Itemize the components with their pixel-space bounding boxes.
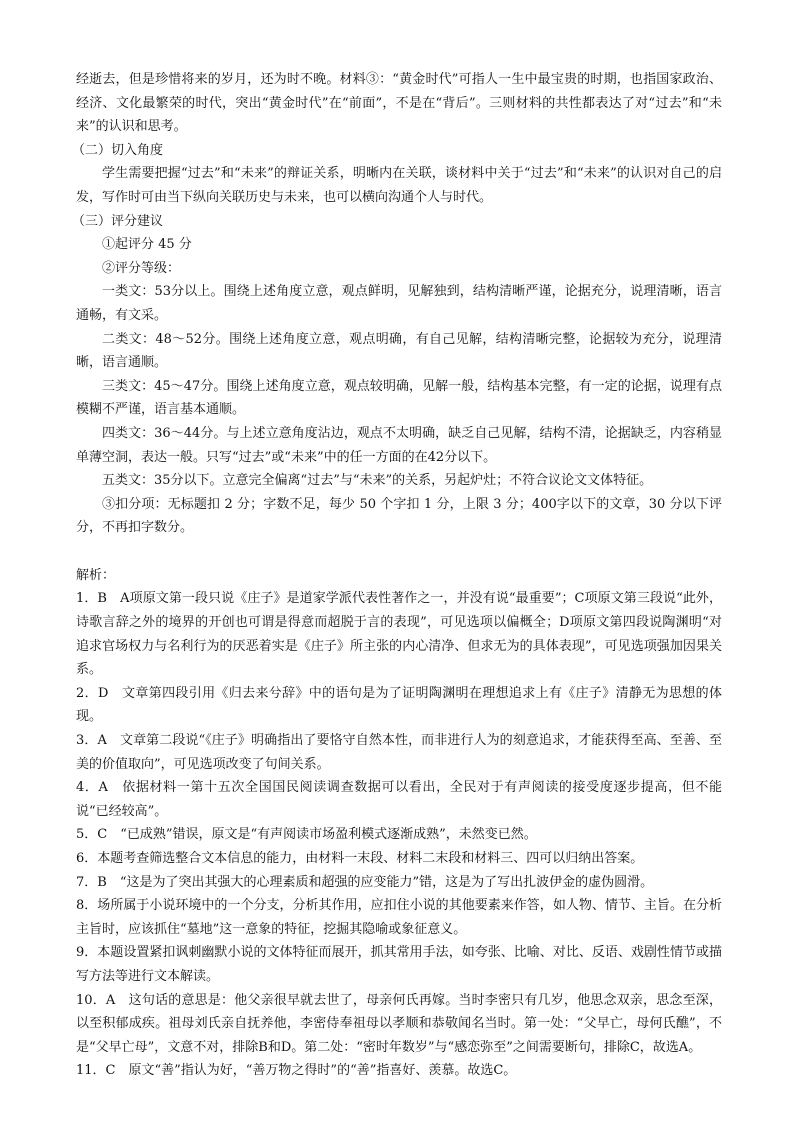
analysis-item-3: 3．A 文章第二段说“《庄子》明确指出了要恪守自然本性，而非进行人为的刻意追求，才能获得至高、至善、至美的价值取向”，可见选项改变了句间关系。 xyxy=(76,733,722,772)
grade-level-3: 三类文：45～47分。围绕上述角度立意，观点较明确，见解一般，结构基本完整，有一定的论据，说理有点模糊不严谨，语言基本通顺。 xyxy=(76,378,722,418)
analysis-heading: 解析： xyxy=(76,567,116,583)
section-heading-scoring: （三）评分建议 xyxy=(72,213,164,229)
angle-paragraph: 学生需要把握“过去”和“未来”的辩证关系，明晰内在关联，谈材料中关于“过去”和“未来”的认识对自己的启发，写作时可由当下纵向关联历史与未来，也可以横向沟通个人与时代。 xyxy=(76,166,722,205)
scoring-start-score: ①起评分 45 分 xyxy=(102,237,192,253)
analysis-item-1: 1．B A项原文第一段只说《庄子》是道家学派代表性著作之一，并没有说“最重要”；C项原文第三段说“此外，诗歌言辞之外的境界的开创也可谓是得意而超脱于言的表现”，可见选项以偏概全；D项原文第四段说陶渊明“对追求官场权力与名利行为的厌恶着实是《庄子》所主张的内心清净、但求无为的具体表现”，可见选项强加因果关系。 xyxy=(76,591,722,678)
analysis-item-9: 9．本题设置紧扣讽刺幽默小说的文体特征而展开，抓其常用手法，如夸张、比喻、对比、反语、戏剧性情节或描写方法等进行文本解读。 xyxy=(76,945,722,984)
scoring-grade-levels-label: ②评分等级： xyxy=(102,260,181,276)
analysis-item-8: 8．场所属于小说环境中的一个分支，分析其作用，应扣住小说的其他要素来作答，如人物、情节、主旨。在分析主旨时，应该抓住“墓地”这一意象的特征，挖掘其隐喻或象征意义。 xyxy=(76,898,722,937)
section-heading-angle: （二）切入角度 xyxy=(72,142,164,158)
analysis-item-10: 10．A 这句话的意思是：他父亲很早就去世了，母亲何氏再嫁。当时李密只有几岁，他思念双亲，思念至深，以至积郁成疾。祖母刘氏亲自抚养他，李密侍奉祖母以孝顺和恭敬闻名当时。第一处：“父早亡，母何氏醮”，不是“父早亡母”，文意不对，排除B和D。第二处：“密时年数岁”与“感恋弥至”之间需要断句，排除C，故选A。 xyxy=(76,992,722,1055)
scoring-deductions: ③扣分项：无标题扣 2 分；字数不足，每少 50 个字扣 1 分，上限 3 分；400字以下的文章，30 分以下评分，不再扣字数分。 xyxy=(76,496,722,536)
analysis-item-2: 2．D 文章第四段引用《归去来兮辞》中的语句是为了证明陶渊明在理想追求上有《庄子》清静无为思想的体现。 xyxy=(76,685,722,725)
section-spacer xyxy=(76,540,722,564)
analysis-item-4: 4．A 依据材料一第十五次全国国民阅读调查数据可以看出，全民对于有声阅读的接受度逐步提高，但不能说“已经较高”。 xyxy=(76,780,722,819)
analysis-item-6: 6．本题考查筛选整合文本信息的能力，由材料一末段、材料二末段和材料三、四可以归纳出答案。 xyxy=(76,851,644,866)
analysis-item-5: 5．C “已成熟”错误，原文是“有声阅读市场盈利模式逐渐成熟”，未然变已然。 xyxy=(76,827,537,843)
analysis-item-7: 7．B “这是为了突出其强大的心理素质和超强的应变能力”错，这是为了写出扎波伊金的虚伪圆滑。 xyxy=(76,874,654,890)
grade-level-1: 一类文：53分以上。围绕上述角度立意，观点鲜明，见解独到，结构清晰严谨，论据充分，说理清晰，语言通畅，有文采。 xyxy=(76,284,722,323)
grade-level-4: 四类文：36～44分。与上述立意角度沾边，观点不太明确，缺乏自己见解，结构不清，论据缺乏，内容稍显单薄空洞，表达一般。只写“过去”或“未来”中的任一方面的在42分以下。 xyxy=(76,425,722,465)
analysis-item-11: 11．C 原文“善”指认为好，“善万物之得时”的“善”指喜好、羡慕。故选C。 xyxy=(76,1063,517,1079)
grade-level-2: 二类文：48～52分。围绕上述角度立意，观点明确，有自己见解，结构清晰完整，论据较为充分，说理清晰，语言通顺。 xyxy=(76,331,722,371)
material-summary-paragraph: 经逝去，但是珍惜将来的岁月，还为时不晚。材料③：“黄金时代”可指人一生中最宝贵的时期，也指国家政治、经济、文化最繁荣的时代，突出“黄金时代”在“前面”，不是在“背后”。三则材料的共性都表达了对“过去”和“未来”的认识和思考。 xyxy=(76,72,722,135)
grade-level-5: 五类文：35分以下。立意完全偏离“过去”与“未来”的关系，另起炉灶；不符合议论文文体特征。 xyxy=(102,473,653,489)
